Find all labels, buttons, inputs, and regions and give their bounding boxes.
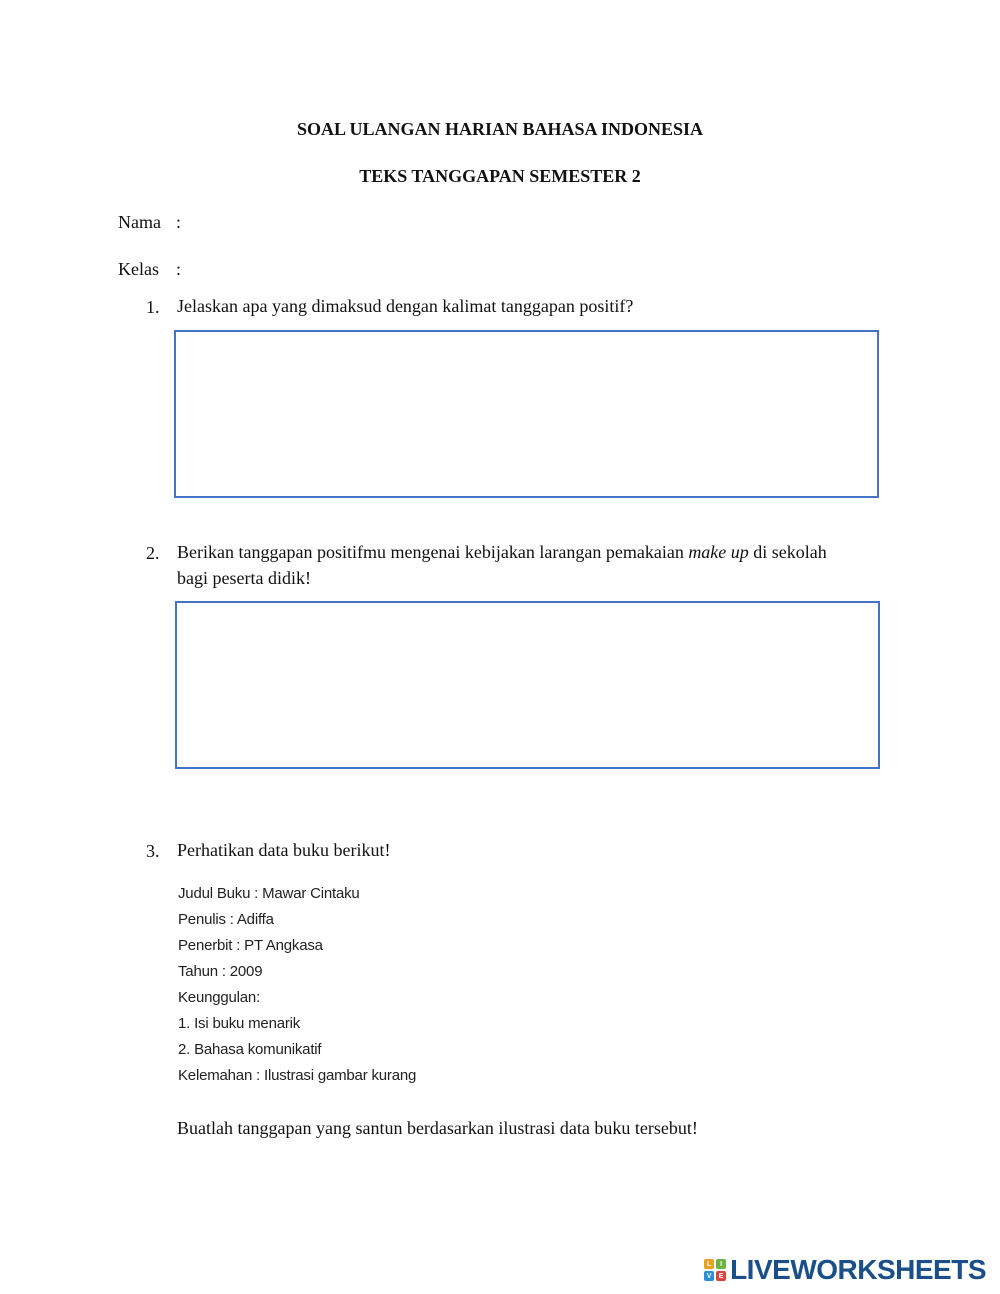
logo-square: I [716, 1259, 726, 1269]
question-2-text-line2: bagi peserta didik! [177, 568, 311, 588]
page-title: SOAL ULANGAN HARIAN BAHASA INDONESIA [296, 119, 704, 139]
book-info-line: Kelemahan : Ilustrasi gambar kurang [178, 1067, 417, 1084]
question-3-number: 3. [146, 841, 160, 861]
book-info-line: Penerbit : PT Angkasa [178, 937, 323, 954]
book-info-line: Judul Buku : Mawar Cintaku [178, 885, 360, 902]
answer-box-1[interactable] [174, 330, 879, 498]
question-3-text: Perhatikan data buku berikut! [177, 840, 391, 860]
question-1-number: 1. [146, 297, 160, 317]
book-info-line: 2. Bahasa komunikatif [178, 1041, 322, 1058]
kelas-separator: : [176, 259, 182, 279]
book-info-line: Penulis : Adiffa [178, 911, 274, 928]
page-subtitle: TEKS TANGGAPAN SEMESTER 2 [359, 166, 641, 186]
question-2-text-italic: make up [688, 542, 749, 562]
kelas-label: Kelas [118, 259, 159, 279]
question-2-text [177, 540, 897, 565]
book-info-line: Tahun : 2009 [178, 963, 263, 980]
question-2-text-part3: di sekolah [748, 542, 827, 562]
question-2-text-part1: Berikan tanggapan positifmu mengenai kebijakan larangan pemakaian [177, 542, 689, 562]
liveworksheets-logo [704, 1254, 986, 1286]
question-3-instruction: Buatlah tanggapan yang santun berdasarkan ilustrasi data buku tersebut! [177, 1118, 698, 1138]
book-info-image [178, 885, 498, 1095]
question-2-number: 2. [146, 543, 160, 563]
book-info-line: 1. Isi buku menarik [178, 1015, 301, 1032]
nama-separator: : [176, 212, 182, 232]
logo-squares [704, 1259, 726, 1281]
logo-square: L [704, 1259, 714, 1269]
logo-text: LIVEWORKSHEETS [730, 1254, 986, 1285]
logo-square: V [704, 1271, 714, 1281]
answer-box-2[interactable] [175, 601, 880, 769]
nama-label: Nama [118, 212, 161, 232]
question-1-text: Jelaskan apa yang dimaksud dengan kalimat tanggapan positif? [177, 296, 634, 316]
book-info-line: Keunggulan: [178, 989, 261, 1006]
logo-square: E [716, 1271, 726, 1281]
